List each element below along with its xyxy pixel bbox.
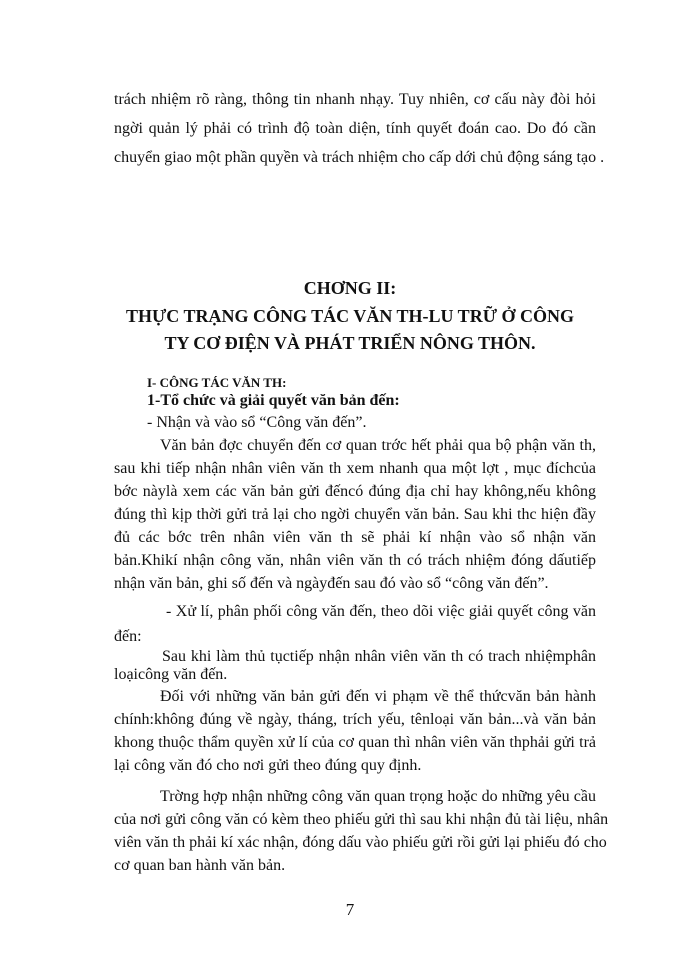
- chapter-title-line-2: TY CƠ ĐIỆN VÀ PHÁT TRIỂN NÔNG THÔN.: [164, 333, 536, 353]
- body-line: chính:không đúng về ngày, tháng, trích yếu, tênloại văn bản...và văn bản: [114, 711, 596, 728]
- body-line: loạicông văn đến.: [114, 666, 228, 683]
- body-line: Văn bản đợc chuyển đến cơ quan trớc hết phải qua bộ phận văn th,: [160, 437, 596, 454]
- section-heading: I- CÔNG TÁC VĂN TH:: [147, 375, 287, 390]
- intro-line-2: ngời quản lý phải có trình độ toàn diện, tính quyết đoán cao. Do đó cần: [114, 120, 596, 137]
- body-line: viên văn th phải kí xác nhận, đóng dấu vào phiếu gửi rồi gửi lại phiếu đó cho: [114, 834, 607, 851]
- intro-line-3: chuyển giao một phần quyền và trách nhiệm cho cấp dới chủ động sáng tạo .: [114, 149, 605, 166]
- section-subheading: 1-Tổ chức và giải quyết văn bản đến:: [147, 392, 400, 409]
- body-line: Sau khi làm thủ tụctiếp nhận nhân viên văn th có trach nhiệmphân: [162, 648, 596, 665]
- body-line: - Xử lí, phân phối công văn đến, theo dõi việc giải quyết công văn: [166, 603, 596, 620]
- body-line: đến:: [114, 628, 142, 645]
- body-line: cơ quan ban hành văn bản.: [114, 857, 286, 874]
- body-line: sau khi tiếp nhận nhân viên văn th xem nhanh qua một lợt , mục đíchcủa: [114, 460, 596, 477]
- body-line: đủ các bớc trên nhân viên văn th sẽ phải kí nhận vào sổ nhận văn: [114, 529, 596, 546]
- body-line: nhận văn bản, ghi số đến và ngàyđến sau đó vào sổ “công văn đến”.: [114, 575, 549, 592]
- body-line: - Nhận và vào sổ “Công văn đến”.: [147, 414, 367, 431]
- chapter-number: CHƠNG II:: [303, 278, 397, 298]
- body-line: bản.Khikí nhận công văn, nhân viên văn th có trách nhiệm đóng dấutiếp: [114, 552, 596, 569]
- body-line: Đối với những văn bản gửi đến vi phạm về thể thứcvăn bản hành: [160, 688, 596, 705]
- body-line: Trờng hợp nhận những công văn quan trọng hoặc do những yêu cầu: [160, 788, 596, 805]
- body-line: đúng thì kịp thời gửi trả lại cho ngời chuyển văn bản. Sau khi thc hiện đầy: [114, 506, 596, 523]
- chapter-title-line-1: THỰC TRẠNG CÔNG TÁC VĂN TH-LU TRỮ Ở CÔNG: [125, 306, 575, 326]
- body-line: khong thuộc thẩm quyền xử lí của cơ quan thì nhân viên văn thphải gửi trả: [114, 734, 596, 751]
- intro-line-1: trách nhiệm rõ ràng, thông tin nhanh nhạy. Tuy nhiên, cơ cấu này đòi hỏi: [114, 91, 596, 108]
- body-line: lại công văn đó cho nơi gửi theo đúng quy định.: [114, 757, 422, 774]
- body-line: của nơi gửi công văn có kèm theo phiếu gửi thì sau khi nhận đủ tài liệu, nhân: [114, 811, 609, 828]
- body-line: bớc nàylà xem các văn bản gửi đếncó đúng địa chỉ hay không,nếu không: [114, 483, 596, 500]
- page-number: 7: [345, 900, 355, 919]
